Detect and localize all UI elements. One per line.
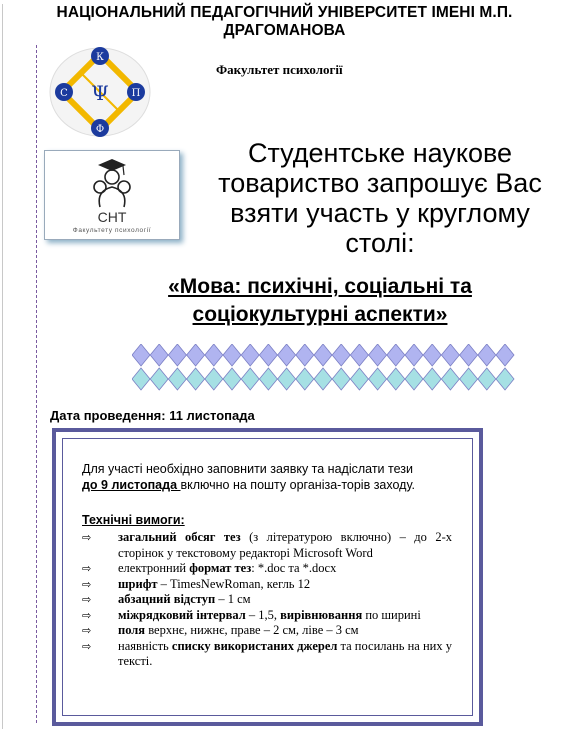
diamond-shape [241, 344, 259, 366]
diamond-shape [187, 368, 205, 390]
arrow-icon: ⇨ [82, 624, 92, 637]
diamond-shape [350, 368, 368, 390]
requirement-key: міжрядковий інтервал [118, 607, 246, 622]
faculty-logo [48, 46, 152, 142]
participation-text-end: включно на пошту організа-торів заходу. [180, 478, 415, 492]
page-edge-line [2, 4, 3, 729]
round-table-title-line1: «Мова: психічні, соціальні та [168, 275, 472, 298]
diamond-shape [350, 344, 368, 366]
diamond-shape [205, 344, 223, 366]
requirement-text [118, 577, 452, 593]
diamond-shape [496, 344, 514, 366]
diamond-shape [132, 344, 150, 366]
requirement-key: вирівнювання [280, 607, 363, 622]
invitation-line: товариство запрошує Вас [218, 168, 542, 198]
requirement-key: формат тез [189, 561, 252, 575]
graduate-icon [90, 157, 134, 209]
logo-letter-k: К [96, 52, 104, 63]
logo-letter-f: Ф [95, 124, 105, 135]
requirement-text [118, 608, 452, 624]
requirement-key: загальний обсяг тез [118, 530, 241, 544]
requirement-item [82, 577, 452, 593]
participation-text: Для участі необхідно заповнити заявку та надіслати тези [82, 462, 413, 476]
diamond-shape [314, 344, 332, 366]
requirement-value: верхнє, нижнє, праве – 2 см, ліве – 3 см [145, 623, 359, 637]
arrow-icon: ⇨ [82, 531, 92, 544]
requirement-text [118, 639, 452, 670]
event-date: Дата проведення: 11 листопада [50, 408, 255, 423]
diamond-shape [314, 368, 332, 390]
diamond-shape [496, 368, 514, 390]
university-title-line1: НАЦІОНАЛЬНИЙ ПЕДАГОГІЧНИЙ УНІВЕРСИТЕТ ІМЕНІ М.П. [56, 4, 513, 21]
diamond-shape [332, 368, 350, 390]
psi-icon: Ψ [91, 81, 109, 105]
diamond-shape [223, 368, 241, 390]
diamond-shape [405, 368, 423, 390]
arrow-icon: ⇨ [82, 639, 92, 653]
requirement-value: (з літературою включно) – до 2-х сторінок у текстовому редакторі Microsoft Word [118, 530, 452, 560]
diamond-shape [259, 344, 277, 366]
deadline-text: до 9 листопада [82, 478, 181, 492]
requirement-key: списку використаних джерел [171, 638, 338, 653]
diamond-shape [332, 344, 350, 366]
requirement-value: – 1 см [215, 592, 251, 606]
requirement-value: : *.doc та *.docx [251, 561, 337, 575]
requirement-value: та посилань на них у тексті. [118, 638, 452, 668]
requirement-key: поля [118, 623, 146, 637]
diamond-shape [296, 368, 314, 390]
arrow-icon: ⇨ [82, 577, 92, 591]
requirement-value: електронний [118, 561, 190, 575]
arrow-icon: ⇨ [82, 608, 92, 622]
diamond-shape [387, 368, 405, 390]
diamond-shape [460, 368, 478, 390]
diamond-shape [423, 344, 441, 366]
diamond-shape [187, 344, 205, 366]
invitation-text [198, 138, 562, 258]
diamond-shape [150, 368, 168, 390]
diamond-shape [241, 368, 259, 390]
arrow-icon: ⇨ [82, 562, 92, 575]
diamond-shape [168, 344, 186, 366]
diamond-border-decoration [132, 344, 524, 392]
requirement-value: по ширині [362, 607, 421, 622]
logo-letter-s: С [60, 88, 68, 99]
diamond-shape [478, 344, 496, 366]
requirement-value: – 1,5, [245, 607, 281, 622]
invitation-line: Студентське наукове [247, 138, 513, 168]
diamond-shape [259, 368, 277, 390]
requirement-value: – TimesNewRoman, кегль 12 [157, 576, 311, 591]
diamond-shape [296, 344, 314, 366]
round-table-title-line2: соціокультурні аспекти» [192, 303, 448, 326]
arrow-icon: ⇨ [82, 593, 92, 606]
requirement-item [82, 561, 452, 577]
invitation-line: столі: [345, 228, 415, 258]
diamond-shape [387, 344, 405, 366]
requirement-item [82, 639, 452, 670]
requirement-text [118, 592, 452, 608]
university-title [0, 4, 569, 40]
university-title-line2: ДРАГОМАНОВА [223, 22, 346, 39]
requirement-item [82, 623, 452, 639]
diamond-shape [132, 368, 150, 390]
diamond-shape [369, 344, 387, 366]
snt-abbreviation: СНТ [97, 209, 127, 225]
requirement-item [82, 592, 452, 608]
diamond-shape [441, 344, 459, 366]
faculty-name: Факультет психології [216, 62, 343, 77]
diamond-shape [223, 344, 241, 366]
requirement-item [82, 608, 452, 624]
diamond-shape [460, 344, 478, 366]
round-table-title [100, 273, 540, 329]
requirement-text [118, 561, 452, 577]
diamond-shape [278, 344, 296, 366]
diamond-shape [150, 344, 168, 366]
requirements-title: Технічні вимоги: [82, 513, 185, 527]
diamond-shape [423, 368, 441, 390]
requirements-list [82, 530, 452, 670]
requirement-key: шрифт [118, 576, 158, 591]
logo-letter-p: П [131, 88, 141, 99]
diamond-shape [168, 368, 186, 390]
requirement-item [82, 530, 452, 561]
margin-guide-line [36, 45, 37, 723]
diamond-shape [278, 368, 296, 390]
invitation-line: взяти участь у круглому [230, 198, 530, 228]
diamond-shape [405, 344, 423, 366]
requirement-value: наявність [118, 638, 172, 653]
diamond-shape [441, 368, 459, 390]
requirement-text [118, 623, 452, 639]
snt-subtitle: Факультету психології [72, 227, 152, 234]
snt-logo [44, 150, 180, 240]
requirement-text [118, 530, 452, 561]
diamond-shape [205, 368, 223, 390]
requirement-key: абзацний відступ [118, 592, 216, 606]
diamond-shape [369, 368, 387, 390]
participation-info [82, 461, 427, 493]
diamond-shape [478, 368, 496, 390]
